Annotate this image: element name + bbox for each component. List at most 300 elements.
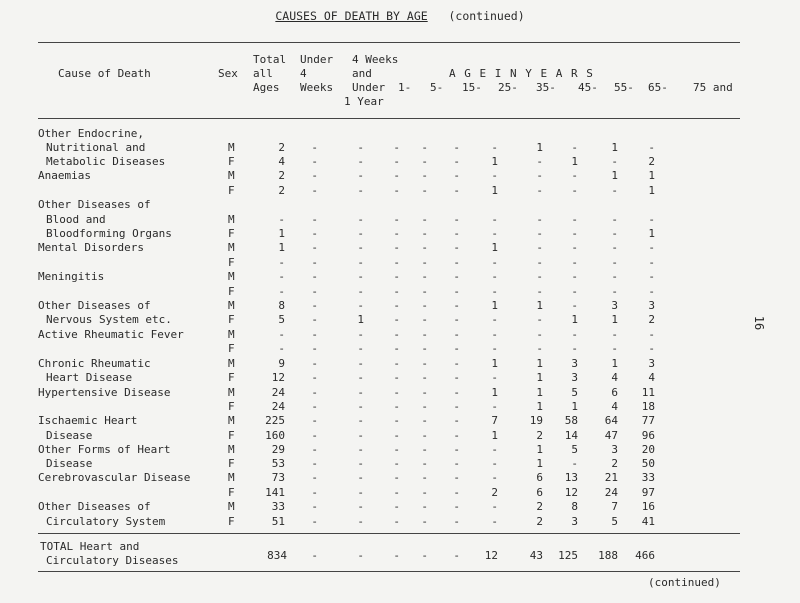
- header-4weeks-line: 4 Weeks: [352, 53, 399, 66]
- table-cell: 4: [648, 371, 655, 384]
- table-cell: -: [393, 386, 400, 399]
- table-cell: 77: [641, 414, 655, 427]
- table-cell: -: [453, 443, 460, 456]
- table-cell: 53: [271, 457, 285, 470]
- row-cause-label: Other Forms of Heart: [38, 443, 171, 456]
- table-cell: 6: [536, 486, 543, 499]
- table-cell: -: [421, 500, 428, 513]
- table-cell: -: [311, 213, 318, 226]
- table-cell: 3: [571, 371, 578, 384]
- row-sex: F: [228, 184, 235, 197]
- table-cell: -: [571, 184, 578, 197]
- row-sex: M: [228, 213, 235, 226]
- title-main: CAUSES OF DEATH BY AGE: [275, 9, 428, 23]
- table-cell: -: [536, 184, 543, 197]
- table-cell: 29: [271, 443, 285, 456]
- table-cell: -: [648, 270, 655, 283]
- row-cause-label: Mental Disorders: [38, 241, 144, 254]
- table-cell: 47: [604, 429, 618, 442]
- table-cell: -: [393, 184, 400, 197]
- table-cell: -: [393, 342, 400, 355]
- row-cause-label: Meningitis: [38, 270, 105, 283]
- table-cell: -: [357, 515, 364, 528]
- table-cell: -: [421, 328, 428, 341]
- table-cell: -: [536, 328, 543, 341]
- row-cause-label: Bloodforming Organs: [46, 227, 172, 240]
- table-cell: -: [311, 386, 318, 399]
- table-cell: -: [311, 457, 318, 470]
- table-cell: -: [571, 342, 578, 355]
- table-cell: 1: [536, 299, 543, 312]
- table-cell: -: [491, 342, 498, 355]
- table-cell: -: [278, 256, 285, 269]
- row-sex: M: [228, 299, 235, 312]
- table-cell: -: [491, 141, 498, 154]
- table-cell: -: [421, 313, 428, 326]
- table-cell: -: [491, 285, 498, 298]
- table-cell: 2: [536, 429, 543, 442]
- table-cell: -: [453, 141, 460, 154]
- table-cell: -: [393, 256, 400, 269]
- table-cell: 4: [278, 155, 285, 168]
- table-cell: -: [611, 328, 618, 341]
- table-cell: -: [278, 285, 285, 298]
- table-cell: -: [357, 429, 364, 442]
- table-cell: -: [453, 486, 460, 499]
- row-cause-label: Nervous System etc.: [46, 313, 172, 326]
- table-cell: -: [491, 169, 498, 182]
- row-sex: F: [228, 155, 235, 168]
- table-cell: -: [311, 256, 318, 269]
- table-cell: 1: [536, 457, 543, 470]
- table-cell: 141: [265, 486, 285, 499]
- table-cell: -: [571, 169, 578, 182]
- table-cell: 20: [641, 443, 655, 456]
- table-cell: -: [453, 515, 460, 528]
- table-cell: -: [611, 270, 618, 283]
- table-cell: 7: [611, 500, 618, 513]
- total-rule-bottom: [38, 571, 740, 572]
- table-cell: 1: [611, 141, 618, 154]
- table-cell: 5: [611, 515, 618, 528]
- table-cell: 160: [265, 429, 285, 442]
- table-cell: -: [357, 155, 364, 168]
- table-cell: -: [278, 213, 285, 226]
- table-cell: 12: [564, 486, 578, 499]
- table-cell: 5: [571, 443, 578, 456]
- row-sex: F: [228, 486, 235, 499]
- total-cell: 43: [529, 549, 543, 562]
- table-cell: 3: [648, 299, 655, 312]
- table-cell: -: [491, 515, 498, 528]
- table-cell: -: [357, 471, 364, 484]
- table-cell: -: [393, 313, 400, 326]
- table-cell: 8: [278, 299, 285, 312]
- total-cell: -: [453, 549, 460, 562]
- table-cell: -: [648, 241, 655, 254]
- table-cell: -: [357, 386, 364, 399]
- row-cause-label: Active Rheumatic Fever: [38, 328, 184, 341]
- table-cell: 1: [648, 184, 655, 197]
- table-cell: -: [491, 256, 498, 269]
- row-cause-label: Circulatory System: [46, 515, 166, 528]
- table-cell: -: [311, 371, 318, 384]
- table-cell: 2: [536, 515, 543, 528]
- header-age-6: 55-: [614, 81, 634, 94]
- table-cell: -: [311, 357, 318, 370]
- table-cell: -: [421, 169, 428, 182]
- table-cell: -: [357, 184, 364, 197]
- table-cell: 4: [611, 400, 618, 413]
- table-cell: 1: [491, 241, 498, 254]
- row-cause-label: Disease: [46, 457, 93, 470]
- table-cell: -: [453, 414, 460, 427]
- table-cell: -: [611, 155, 618, 168]
- table-cell: -: [491, 471, 498, 484]
- total-cell: 125: [558, 549, 578, 562]
- table-cell: -: [357, 299, 364, 312]
- title-suffix: (continued): [448, 9, 525, 23]
- table-cell: 3: [611, 443, 618, 456]
- table-cell: 96: [641, 429, 655, 442]
- table-cell: -: [421, 414, 428, 427]
- header-4weeks-line: and: [352, 67, 372, 80]
- table-cell: -: [611, 256, 618, 269]
- row-sex: M: [228, 443, 235, 456]
- table-cell: -: [311, 443, 318, 456]
- row-cause-label: Nutritional and: [46, 141, 146, 154]
- total-label-line1: TOTAL Heart and: [40, 540, 140, 553]
- table-cell: -: [357, 414, 364, 427]
- table-cell: 51: [271, 515, 285, 528]
- table-cell: -: [311, 184, 318, 197]
- table-cell: -: [491, 313, 498, 326]
- total-cell: -: [311, 549, 318, 562]
- table-cell: -: [491, 443, 498, 456]
- table-cell: -: [421, 270, 428, 283]
- table-cell: 1: [536, 443, 543, 456]
- table-cell: -: [571, 241, 578, 254]
- table-cell: -: [357, 457, 364, 470]
- table-cell: -: [453, 328, 460, 341]
- table-cell: -: [357, 285, 364, 298]
- header-age-75: 75 and: [693, 81, 733, 94]
- table-cell: 13: [564, 471, 578, 484]
- table-cell: -: [311, 270, 318, 283]
- table-cell: -: [393, 457, 400, 470]
- table-cell: -: [453, 256, 460, 269]
- table-cell: -: [311, 227, 318, 240]
- header-total-line: Ages: [253, 81, 280, 94]
- table-cell: -: [536, 342, 543, 355]
- table-cell: -: [536, 241, 543, 254]
- row-cause-label: Other Endocrine,: [38, 127, 144, 140]
- table-cell: -: [421, 342, 428, 355]
- table-cell: 6: [611, 386, 618, 399]
- total-cell: 188: [598, 549, 618, 562]
- table-cell: 14: [564, 429, 578, 442]
- table-cell: 18: [641, 400, 655, 413]
- table-cell: -: [453, 457, 460, 470]
- header-age-group: A G E I N Y E A R S: [449, 67, 594, 80]
- table-cell: -: [648, 328, 655, 341]
- table-cell: -: [453, 429, 460, 442]
- table-cell: -: [311, 285, 318, 298]
- table-cell: 3: [571, 357, 578, 370]
- table-cell: -: [311, 342, 318, 355]
- table-cell: -: [536, 270, 543, 283]
- table-cell: 1: [571, 400, 578, 413]
- table-cell: -: [393, 155, 400, 168]
- table-cell: -: [311, 515, 318, 528]
- table-cell: -: [393, 400, 400, 413]
- table-cell: 1: [278, 241, 285, 254]
- total-cell: -: [393, 549, 400, 562]
- table-cell: 1: [571, 155, 578, 168]
- row-cause-label: Heart Disease: [46, 371, 133, 384]
- table-cell: -: [648, 256, 655, 269]
- table-cell: -: [536, 213, 543, 226]
- table-cell: -: [278, 328, 285, 341]
- table-cell: -: [571, 141, 578, 154]
- table-cell: -: [453, 270, 460, 283]
- table-cell: 33: [271, 500, 285, 513]
- header-total-line: Total: [253, 53, 287, 66]
- table-cell: -: [536, 155, 543, 168]
- table-cell: -: [571, 328, 578, 341]
- table-cell: 12: [271, 371, 285, 384]
- table-cell: -: [611, 241, 618, 254]
- table-cell: -: [611, 227, 618, 240]
- table-cell: -: [536, 169, 543, 182]
- header-age-5: 45-: [578, 81, 598, 94]
- table-cell: 2: [278, 184, 285, 197]
- table-cell: 1: [536, 371, 543, 384]
- table-cell: -: [453, 184, 460, 197]
- table-cell: -: [453, 471, 460, 484]
- table-cell: 97: [641, 486, 655, 499]
- table-cell: -: [611, 184, 618, 197]
- table-cell: -: [491, 328, 498, 341]
- table-cell: 5: [571, 386, 578, 399]
- table-cell: 6: [536, 471, 543, 484]
- total-label-line2: Circulatory Diseases: [46, 554, 179, 567]
- table-cell: -: [571, 227, 578, 240]
- table-cell: -: [393, 270, 400, 283]
- table-cell: -: [611, 342, 618, 355]
- header-under4-line: Under: [300, 53, 334, 66]
- table-cell: 1: [491, 429, 498, 442]
- header-under4-line: Weeks: [300, 81, 334, 94]
- header-age-2: 15-: [462, 81, 482, 94]
- row-cause-label: Other Diseases of: [38, 198, 151, 211]
- table-cell: -: [311, 400, 318, 413]
- table-cell: 1: [611, 313, 618, 326]
- table-cell: -: [311, 155, 318, 168]
- table-cell: 33: [641, 471, 655, 484]
- table-cell: -: [571, 256, 578, 269]
- table-cell: -: [357, 400, 364, 413]
- table-cell: 2: [536, 500, 543, 513]
- table-cell: -: [491, 457, 498, 470]
- table-cell: -: [311, 429, 318, 442]
- table-cell: -: [393, 471, 400, 484]
- table-cell: -: [393, 357, 400, 370]
- table-cell: -: [357, 357, 364, 370]
- table-cell: -: [357, 256, 364, 269]
- table-cell: 1: [536, 357, 543, 370]
- table-cell: -: [421, 184, 428, 197]
- table-cell: -: [311, 471, 318, 484]
- row-sex: M: [228, 141, 235, 154]
- table-cell: -: [311, 169, 318, 182]
- top-rule: [38, 42, 740, 43]
- table-cell: -: [453, 386, 460, 399]
- table-cell: -: [311, 486, 318, 499]
- table-cell: 50: [641, 457, 655, 470]
- table-cell: 4: [611, 371, 618, 384]
- table-cell: -: [421, 429, 428, 442]
- table-cell: -: [421, 299, 428, 312]
- row-sex: M: [228, 357, 235, 370]
- table-cell: -: [571, 457, 578, 470]
- table-cell: 2: [648, 313, 655, 326]
- table-cell: -: [491, 213, 498, 226]
- table-cell: -: [571, 270, 578, 283]
- table-cell: -: [311, 328, 318, 341]
- table-cell: -: [648, 342, 655, 355]
- table-cell: 58: [564, 414, 578, 427]
- table-cell: 2: [491, 486, 498, 499]
- row-sex: F: [228, 227, 235, 240]
- total-cell: 466: [635, 549, 655, 562]
- table-cell: 1: [278, 227, 285, 240]
- table-cell: -: [611, 213, 618, 226]
- row-cause-label: Hypertensive Disease: [38, 386, 171, 399]
- table-cell: -: [311, 299, 318, 312]
- table-cell: 73: [271, 471, 285, 484]
- table-cell: -: [393, 141, 400, 154]
- table-cell: -: [571, 213, 578, 226]
- table-cell: -: [393, 500, 400, 513]
- table-cell: -: [393, 371, 400, 384]
- row-sex: F: [228, 400, 235, 413]
- page-number: 16: [752, 315, 767, 331]
- table-cell: -: [357, 227, 364, 240]
- table-cell: -: [571, 299, 578, 312]
- table-cell: -: [311, 141, 318, 154]
- table-cell: -: [453, 299, 460, 312]
- table-cell: -: [491, 371, 498, 384]
- table-cell: 19: [529, 414, 543, 427]
- table-cell: -: [453, 213, 460, 226]
- table-cell: -: [421, 515, 428, 528]
- table-cell: -: [421, 457, 428, 470]
- row-sex: F: [228, 313, 235, 326]
- table-cell: 16: [641, 500, 655, 513]
- table-cell: -: [571, 285, 578, 298]
- row-sex: F: [228, 457, 235, 470]
- table-cell: -: [453, 227, 460, 240]
- table-cell: -: [357, 328, 364, 341]
- row-cause-label: Blood and: [46, 213, 106, 226]
- table-cell: 1: [648, 169, 655, 182]
- table-cell: -: [611, 285, 618, 298]
- table-cell: -: [311, 500, 318, 513]
- table-cell: -: [357, 169, 364, 182]
- table-cell: -: [421, 386, 428, 399]
- table-cell: -: [421, 471, 428, 484]
- row-sex: F: [228, 429, 235, 442]
- total-rule-top: [38, 533, 740, 534]
- table-cell: 1: [491, 299, 498, 312]
- row-sex: M: [228, 414, 235, 427]
- table-cell: 1: [357, 313, 364, 326]
- row-sex: F: [228, 515, 235, 528]
- table-cell: -: [278, 342, 285, 355]
- table-cell: -: [421, 141, 428, 154]
- table-cell: -: [393, 299, 400, 312]
- table-cell: 21: [604, 471, 618, 484]
- table-cell: -: [536, 256, 543, 269]
- table-cell: -: [421, 357, 428, 370]
- table-cell: 7: [491, 414, 498, 427]
- table-cell: -: [453, 285, 460, 298]
- row-cause-label: Cerebrovascular Disease: [38, 471, 191, 484]
- table-cell: -: [393, 169, 400, 182]
- table-cell: -: [311, 241, 318, 254]
- table-cell: 225: [265, 414, 285, 427]
- row-sex: F: [228, 256, 235, 269]
- row-cause-label: Other Diseases of: [38, 299, 151, 312]
- row-sex: F: [228, 285, 235, 298]
- table-cell: -: [648, 213, 655, 226]
- table-cell: 3: [611, 299, 618, 312]
- table-cell: -: [421, 285, 428, 298]
- table-cell: -: [393, 414, 400, 427]
- table-cell: 2: [611, 457, 618, 470]
- table-cell: 11: [641, 386, 655, 399]
- table-cell: -: [393, 241, 400, 254]
- table-cell: 2: [278, 141, 285, 154]
- table-cell: -: [453, 155, 460, 168]
- header-total-line: all: [253, 67, 273, 80]
- table-cell: -: [311, 313, 318, 326]
- table-cell: 24: [604, 486, 618, 499]
- table-cell: 2: [648, 155, 655, 168]
- table-cell: 1: [491, 386, 498, 399]
- header-under4-line: 4: [300, 67, 307, 80]
- table-cell: -: [357, 342, 364, 355]
- table-cell: -: [536, 227, 543, 240]
- table-cell: -: [536, 285, 543, 298]
- table-cell: -: [648, 285, 655, 298]
- table-cell: -: [421, 155, 428, 168]
- table-cell: -: [357, 141, 364, 154]
- table-cell: -: [453, 500, 460, 513]
- table-cell: 1: [536, 400, 543, 413]
- table-cell: 64: [604, 414, 618, 427]
- row-cause-label: Metabolic Diseases: [46, 155, 166, 168]
- table-cell: 9: [278, 357, 285, 370]
- header-cause: Cause of Death: [58, 67, 151, 80]
- table-cell: -: [453, 400, 460, 413]
- table-cell: -: [491, 227, 498, 240]
- header-rule: [38, 118, 740, 119]
- row-sex: F: [228, 371, 235, 384]
- table-cell: 3: [648, 357, 655, 370]
- table-cell: 1: [536, 141, 543, 154]
